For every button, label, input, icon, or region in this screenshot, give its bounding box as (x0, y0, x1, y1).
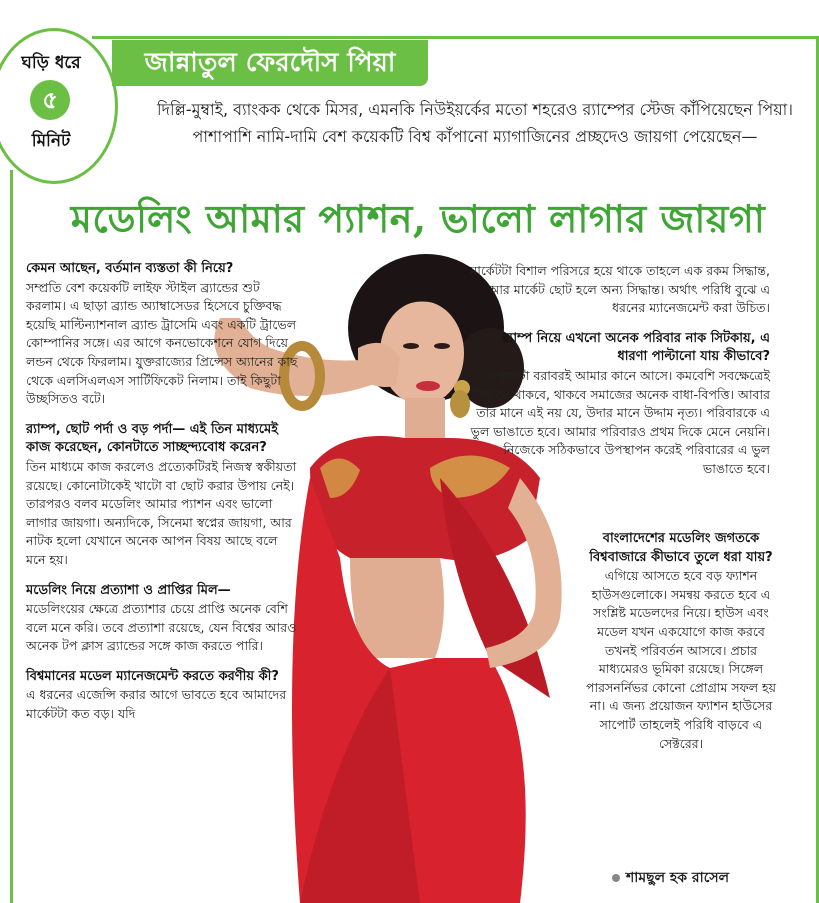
badge-line-2: মিনিট (31, 131, 71, 151)
qa-block-6 (580, 530, 782, 753)
question-3: মডেলিং নিয়ে প্রত্যাশা ও প্রাপ্তির মিল— (26, 582, 231, 598)
name-banner: জান্নাতুল ফেরদৌস পিয়া (112, 40, 428, 86)
question-4: বিশ্বমানের মডেল ম্যানেজমেন্ট করতে করণীয় কী? (26, 668, 279, 684)
question-6: বাংলাদেশের মডেলিং জগতকে বিশ্ববাজারে কীভাবে তুলে ধরা যায়? (589, 531, 773, 565)
question-5: র‍্যাম্প নিয়ে এখনো অনেক পরিবার নাক সিটকায়, এ ধারণা পাল্টানো যায় কীভাবে? (502, 330, 770, 365)
frame-left-border (10, 170, 13, 903)
frame-top-border (92, 36, 819, 39)
qa-block-3 (26, 582, 298, 656)
qa-block-2 (26, 421, 298, 570)
answer-3: মডেলিংয়ের ক্ষেত্রে প্রত্যাশার চেয়ে প্রাপ্তি অনেক বেশি বলে মনে করি। তবে প্রত্যাশা রয়েছে, যেন বিশ্বের আরও অনেক টপ ক্লাস ব্র্যান্ডের সঙ্গে কাজ করতে পারি। (26, 601, 297, 654)
bullet-icon (612, 874, 620, 882)
byline-author: শামছুল হক রাসেল (626, 870, 729, 886)
right-column-lower (580, 530, 782, 765)
answer-5: এ কথাটা বরাবরই আমার কানে আসে। কমবেশি সবক্ষেত্রেই পিছুটান থাকবে, থাকবে সমাজের অনেক বাধা-বিপত্তি। আবার তার মানে এই নয় যে, উদার মানে উদ্দাম নৃত্য। পরিবারকে এ ভুল ভাঙাতে হবে। আমার পরিবারও প্রথম দিকে মেনে নেয়নি। নিজেকে সঠিকভাবে উপস্থাপন করেই পরিবারের এ ভুল ভাঙাতে হবে। (470, 367, 770, 476)
intro-text: দিল্লি-মুম্বাই, ব্যাংকক থেকে মিসর, এমনকি নিউইয়র্কের মতো শহরেও র‍্যাম্পের স্টেজ কাঁপিয়েছেন পিয়া। পাশাপাশি নামি-দামি বেশ কয়েকটি বিশ্ব কাঁপানো ম্যাগাজিনের প্রচ্ছদেও জায়গা পেয়েছেন— (156, 100, 794, 146)
byline (612, 866, 729, 890)
badge-number: ৫ (30, 80, 70, 120)
answer-1: সম্প্রতি বেশ কয়েকটি লাইফ স্টাইল ব্র্যান্ডের শুট করলাম। এ ছাড়া ব্র্যান্ড অ্যাম্বাসেডর হিসেবে চুক্তিবদ্ধ হয়েছি মাল্টিন্যাশনাল ব্র্যান্ড ট্রাসেমি এবং একটি ট্রাভেল কোম্পানির সঙ্গে। এর আগে কনভোকেশনে যোগ দিয়ে লন্ডন থেকে ফিরলাম। যুক্তরাজ্যের প্রিন্সেস অ্যানের কাছ থেকে এলসিএলএস সার্টিফিকেট নিলাম। তাই কিছুটা উচ্ছসিতও বটে। (26, 279, 298, 407)
qa-block-4 (26, 668, 298, 724)
qa-block-5 (470, 330, 770, 479)
answer-4-continued: মার্কেটটা বিশাল পরিসরে হয়ে থাকে তাহলে এক রকম সিদ্ধান্ত, আর মার্কেট ছোট হলে অন্য সিদ্ধান্ত। অর্থাৎ পরিধি বুঝে এ ধরনের ম্যানেজমেন্ট করা উচিত। (470, 263, 770, 316)
answer-4: এ ধরনের এজেন্সি করার আগে ভাবতে হবে আমাদের মার্কেটটা কত বড়। যদি (26, 687, 287, 722)
left-column (26, 260, 298, 736)
headline: মডেলিং আমার প্যাশন, ভালো লাগার জায়গা (70, 196, 766, 241)
answer-2: তিন মাধ্যমে কাজ করলেও প্রত্যেকটিরই নিজস্ব স্বকীয়তা রয়েছে। কোনোটাকেই খাটো বা ছোট করার উপায় নেই। তারপরও বলব মডেলিং আমার প্যাশন এবং ভালো লাগার জায়গা। অন্যদিকে, সিনেমা স্বপ্নের জায়গা, আর নাটক হলো যেখানে অনেক আপন বিষয় আছে বলে মনে হয়। (26, 458, 297, 567)
qa-block-1 (26, 260, 298, 409)
question-2: র‍্যাম্প, ছোট পর্দা ও বড় পর্দা— এই তিন মাধ্যমেই কাজ করেছেন, কোনটাতে সাচ্ছন্দ্যবোধ করেন? (26, 421, 278, 456)
answer-6: এগিয়ে আসতে হবে বড় ফ্যাশন হাউসগুলোকে। সমন্বয় করতে হবে এ সংশ্লিষ্ট মডেলদের নিয়ে। হাউস এবং মডেল যখন একযোগে কাজ করবে তখনই পরিবর্তন আসবে। প্রচার মাধ্যমেরও ভূমিকা রয়েছে। সিঙ্গেল পারসনর্নিভর কোনো প্রোগ্রাম সফল হয় না। এ জন্য প্রয়োজন ফ্যাশন হাউসের সাপোর্ট তাহলেই পরিধি বাড়বে এ সেক্টরের। (586, 568, 776, 751)
question-1: কেমন আছেন, বর্তমান ব্যস্ততা কী নিয়ে? (26, 261, 234, 276)
badge-line-1: ঘড়ি ধরে (21, 53, 81, 73)
right-column (470, 262, 770, 491)
